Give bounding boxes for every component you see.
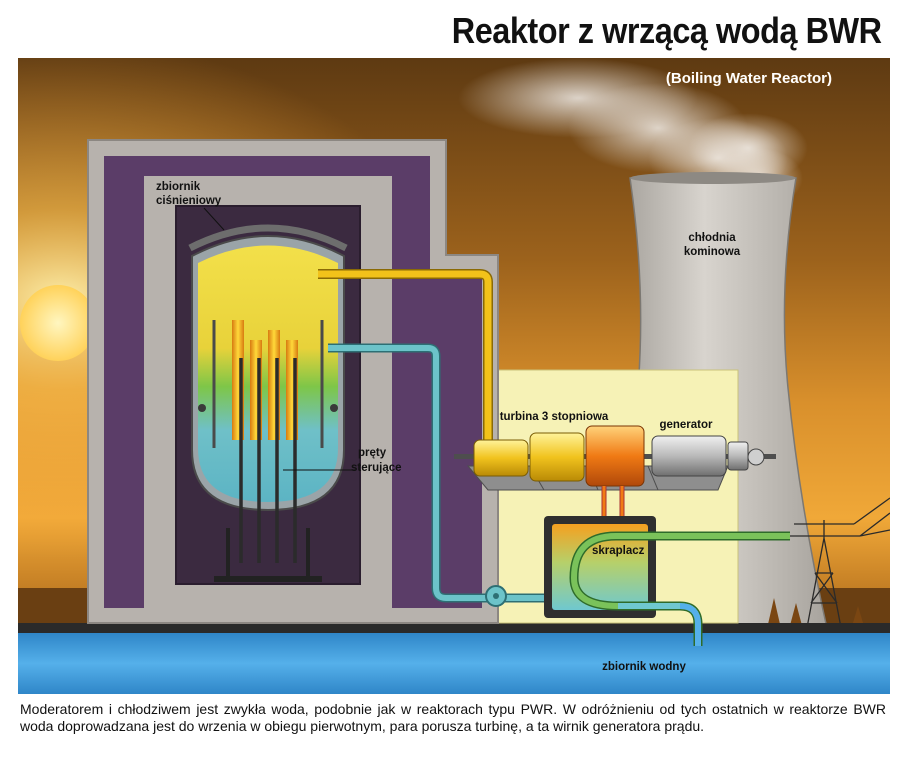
cooling-tower-label-1: chłodnia [688, 232, 736, 244]
page-subtitle: (Boiling Water Reactor) [665, 70, 832, 87]
condenser-label: skraplacz [592, 545, 645, 557]
water-tank-label: zbiornik wodny [602, 661, 686, 673]
bwr-diagram [18, 58, 890, 694]
page-title: Reaktor z wrzącą wodą BWR [452, 10, 882, 51]
control-rods-label-1: pręty [358, 447, 387, 459]
turbine-label: turbina 3 stopniowa [499, 411, 609, 423]
cooling-tower-label-2: kominowa [683, 246, 741, 258]
pressure-vessel-label-2: ciśnieniowy [156, 195, 222, 207]
pressure-vessel-label-1: zbiornik [156, 181, 201, 193]
water-tank [18, 633, 890, 694]
description-caption: Moderatorem i chłodziwem jest zwykła woda, podobnie jak w reaktorach typu PWR. W odróżnieniu od tych ostatnich w reaktorze BWR woda doprowadzana jest do wrzenia w obiegu pierwotnym, para porusza turbinę, a ta wirnik generatora prądu. [20, 701, 886, 734]
generator-label: generator [659, 419, 713, 431]
control-rods-label-2: sterujące [351, 462, 402, 474]
sun [20, 285, 96, 361]
